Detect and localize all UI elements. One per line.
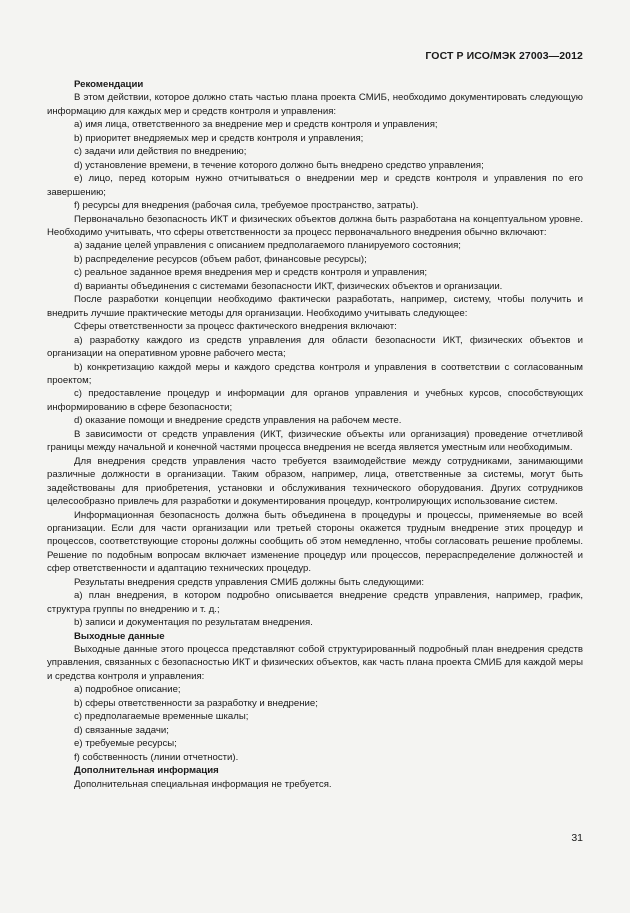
paragraph: Выходные данные этого процесса представляют собой структурированный подробный план внедрения средств управления, связанных с безопасностью ИКТ и физических объектов, как часть плана проекта СМИБ для каждой меры и средства контроля и управления: <box>47 644 583 682</box>
document-body <box>47 78 583 791</box>
paragraph: c) реальное заданное время внедрения мер и средств контроля и управления; <box>74 267 428 279</box>
paragraph: d) варианты объединения с системами безопасности ИКТ, физических объектов и организации. <box>74 280 503 292</box>
paragraph: а) имя лица, ответственного за внедрение мер и средств контроля и управления; <box>74 119 438 131</box>
paragraph: а) разработку каждого из средств управления для области безопасности ИКТ, физических объектов и организации на оперативном уровне рабочего места; <box>47 334 583 360</box>
paragraph: а) задание целей управления с описанием предполагаемого планируемого состояния; <box>74 240 461 252</box>
paragraph: c) предполагаемые временные шкалы; <box>74 711 249 723</box>
paragraph: b) записи и документация по результатам внедрения. <box>74 617 313 629</box>
paragraph: В зависимости от средств управления (ИКТ, физические объекты или организация) проведение отчетливой границы между начальной и конечной частями процесса внедрения не всегда является уместным или необходимым. <box>47 428 583 454</box>
page-number: 31 <box>571 832 583 844</box>
paragraph: Информационная безопасность должна быть объединена в процедуры и процессы, применяемые во всей организации. Если для части организации или третьей стороны окажется трудным внедрение этих процедур и процессов, соответствующие стороны должны сообщить об этом немедленно, чтобы согласовать решение проблемы. Решение по подобным вопросам включает изменение процедур или процессов, перераспределение должностей и сфер ответственности и адаптацию технических процедур. <box>47 509 583 575</box>
paragraph: b) приоритет внедряемых мер и средств контроля и управления; <box>74 132 364 144</box>
paragraph: c) предоставление процедур и информации для органов управления и учебных курсов, способствующих информированию в сфере безопасности; <box>47 388 583 413</box>
paragraph: b) распределение ресурсов (объем работ, финансовые ресурсы); <box>74 253 367 265</box>
paragraph: а) подробное описание; <box>74 684 181 696</box>
paragraph: e) лицо, перед которым нужно отчитываться о внедрении мер и средств контроля и управления по его завершению; <box>47 173 583 198</box>
paragraph: Дополнительная специальная информация не требуется. <box>74 778 332 790</box>
paragraph: f) ресурсы для внедрения (рабочая сила, требуемое пространство, затраты). <box>74 200 419 212</box>
page-header-standard: ГОСТ Р ИСО/МЭК 27003—2012 <box>425 50 583 62</box>
paragraph: d) установление времени, в течение которого должно быть внедрено средство управления; <box>74 159 484 171</box>
paragraph: b) конкретизацию каждой меры и каждого средства контроля и управления в соответствии с согласованным проектом; <box>47 361 583 386</box>
paragraph: c) задачи или действия по внедрению; <box>74 146 247 158</box>
paragraph: а) план внедрения, в котором подробно описывается внедрение средств управления, например, график, структура группы по внедрению и т. д.; <box>47 590 583 615</box>
paragraph: Сферы ответственности за процесс фактического внедрения включают: <box>74 321 397 333</box>
section-heading: Выходные данные <box>74 630 165 642</box>
paragraph: Результаты внедрения средств управления СМИБ должны быть следующими: <box>74 576 424 588</box>
paragraph: Для внедрения средств управления часто требуется взаимодействие между сотрудниками, занимающими различные должности в организации. Таким образом, например, лица, ответственные за системы, могут быть задействованы для приобретения, установки и обслуживания технического оборудования. Других сотрудников целесообразно привлечь для разработки и документирования процедур, контролирующих использование систем. <box>47 455 583 508</box>
section-heading: Дополнительная информация <box>74 765 219 777</box>
paragraph: d) связанные задачи; <box>74 724 169 736</box>
paragraph: b) сферы ответственности за разработку и внедрение; <box>74 697 318 709</box>
paragraph: Первоначально безопасность ИКТ и физических объектов должна быть разработана на концептуальном уровне. Необходимо учитывать, что сферы ответственности за процесс первоначального внедрения обычно включают: <box>47 213 583 238</box>
paragraph: e) требуемые ресурсы; <box>74 738 177 750</box>
paragraph: d) оказание помощи и внедрение средств управления на рабочем месте. <box>74 415 402 427</box>
paragraph: В этом действии, которое должно стать частью плана проекта СМИБ, необходимо документировать следующую информацию для каждых мер и средств контроля и управления: <box>47 92 583 117</box>
paragraph: f) собственность (линии отчетности). <box>74 751 239 763</box>
paragraph: После разработки концепции необходимо фактически разработать, например, систему, чтобы получить и внедрить лучшие практические методы для организации. Необходимо учитывать следующее: <box>47 294 583 319</box>
section-heading: Рекомендации <box>74 79 144 90</box>
